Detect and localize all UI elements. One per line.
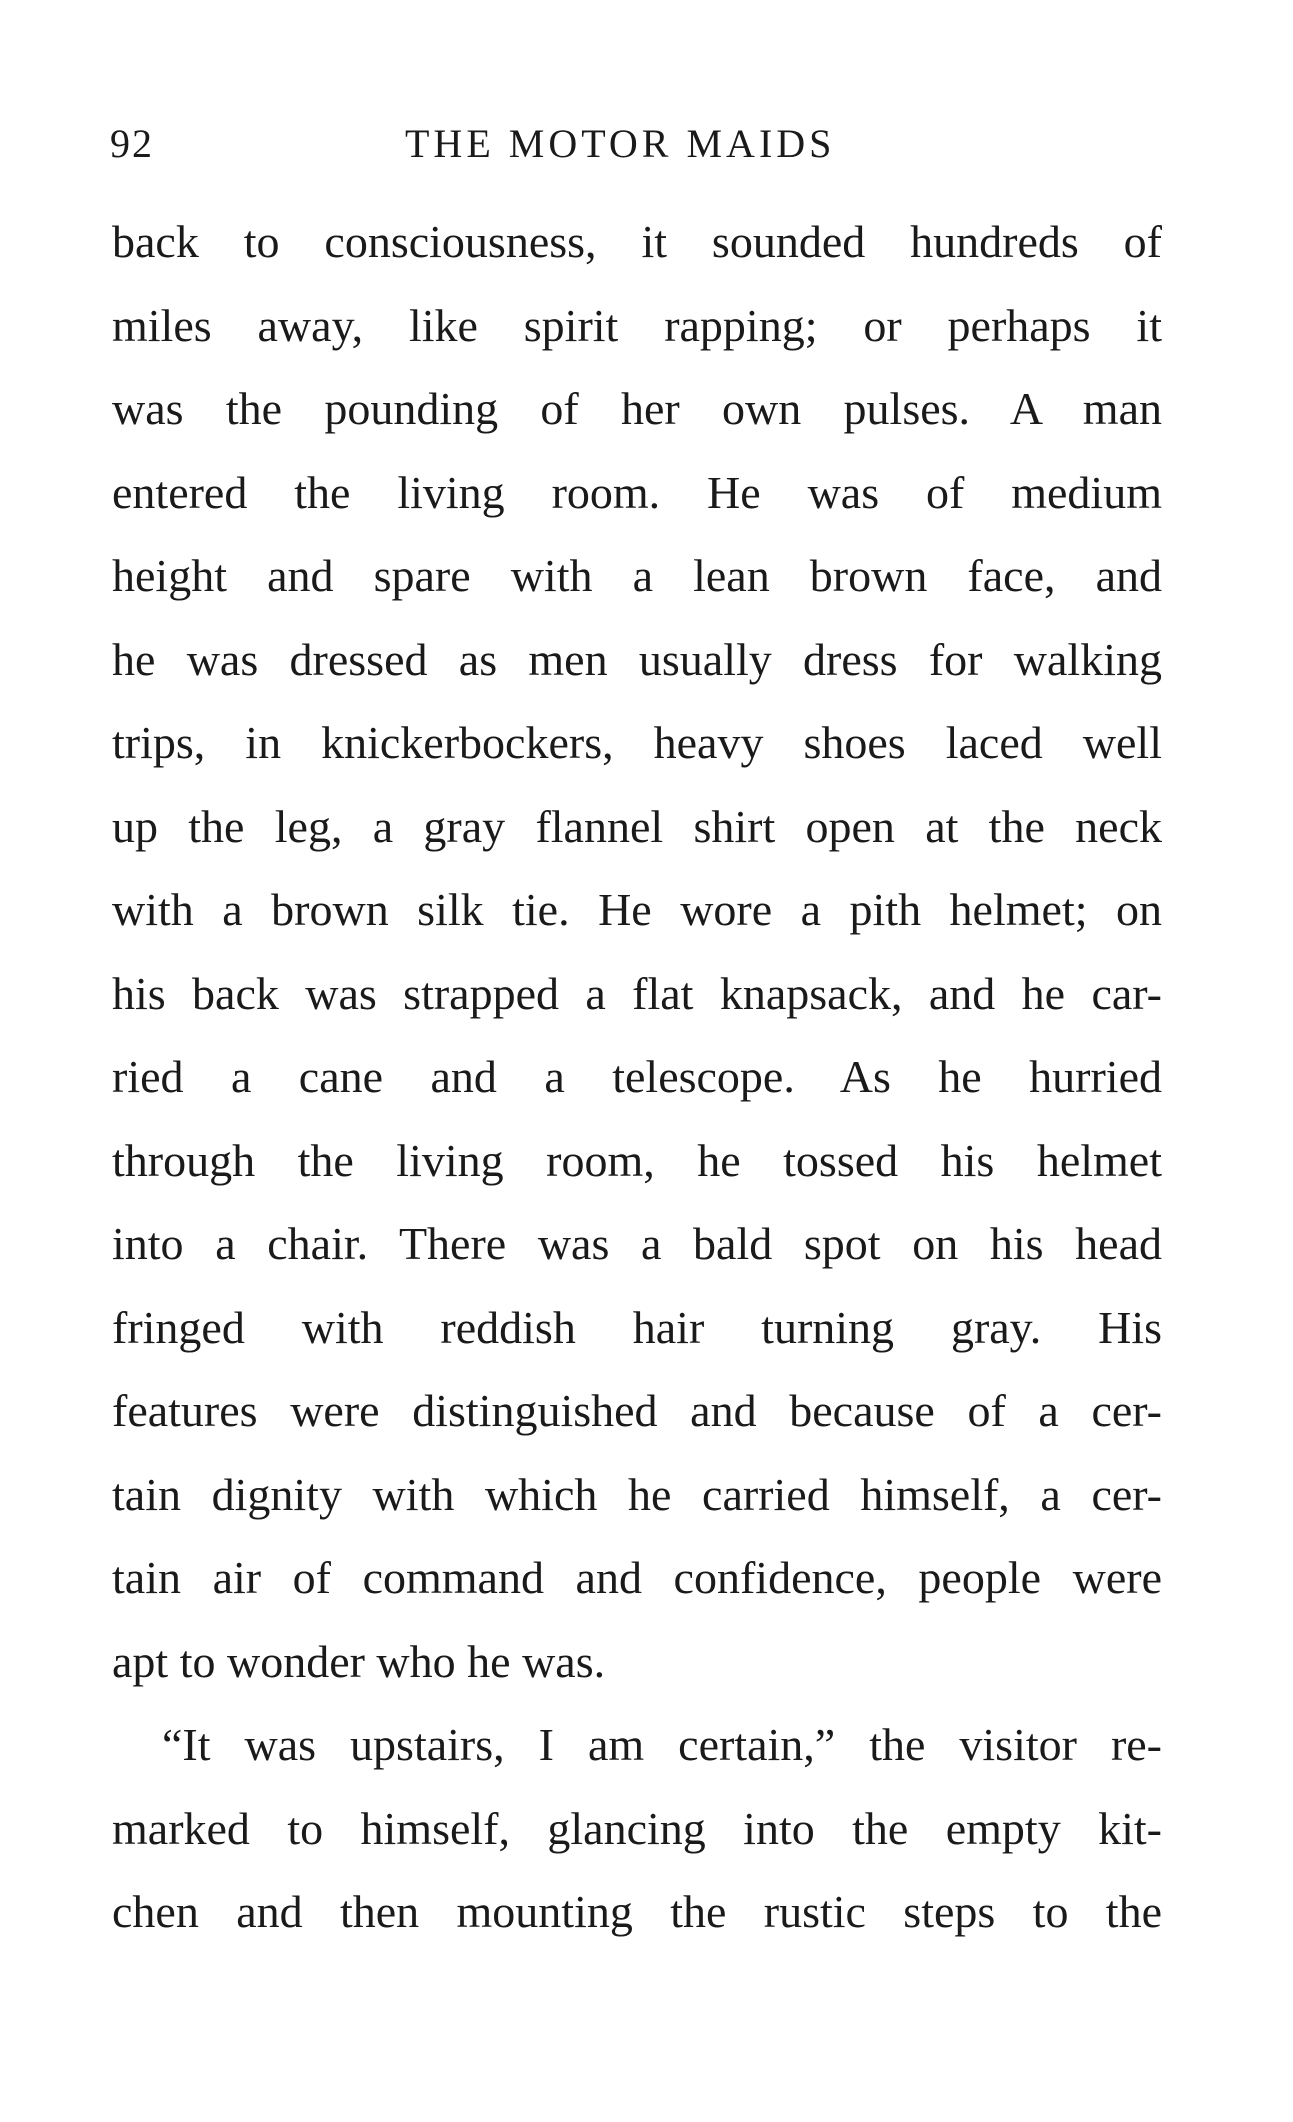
text-line: height and spare with a lean brown face, and — [112, 550, 1162, 601]
text-line: chen and then mounting the rustic steps to the — [112, 1886, 1162, 1937]
text-line: his back was strapped a flat knapsack, and he car- — [112, 967, 1162, 1019]
text-line: “It was upstairs, I am certain,” the visitor re- — [162, 1719, 1162, 1770]
text-line: he was dressed as men usually dress for walking — [112, 633, 1162, 685]
text-line: up the leg, a gray flannel shirt open at the neck — [112, 800, 1162, 852]
text-line: entered the living room. He was of medium — [112, 466, 1162, 518]
paragraph-1 — [112, 200, 1162, 1703]
text-line: back to consciousness, it sounded hundreds of — [112, 216, 1162, 267]
running-head — [110, 120, 1170, 180]
text-line: into a chair. There was a bald spot on his head — [112, 1218, 1162, 1269]
paragraph-2 — [112, 1703, 1162, 1954]
text-line: trips, in knickerbockers, heavy shoes laced well — [112, 717, 1162, 768]
text-line: through the living room, he tossed his helmet — [112, 1134, 1162, 1186]
text-line: tain air of command and confidence, people were — [112, 1552, 1162, 1603]
text-line: apt to wonder who he was. — [112, 1635, 606, 1687]
text-line: was the pounding of her own pulses. A man — [112, 383, 1162, 434]
book-title: THE MOTOR MAIDS — [405, 121, 836, 166]
text-line: ried a cane and a telescope. As he hurried — [112, 1051, 1162, 1102]
text-line: miles away, like spirit rapping; or perhaps it — [112, 299, 1162, 351]
text-line: with a brown silk tie. He wore a pith helmet; on — [112, 884, 1162, 935]
text-line: marked to himself, glancing into the empty kit- — [112, 1802, 1162, 1854]
page-number: 92 — [110, 121, 154, 166]
body-text — [112, 200, 1162, 1954]
text-line: tain dignity with which he carried himself, a cer- — [112, 1468, 1162, 1520]
text-line: fringed with reddish hair turning gray. His — [112, 1301, 1162, 1353]
text-line: features were distinguished and because of a cer- — [112, 1385, 1162, 1436]
